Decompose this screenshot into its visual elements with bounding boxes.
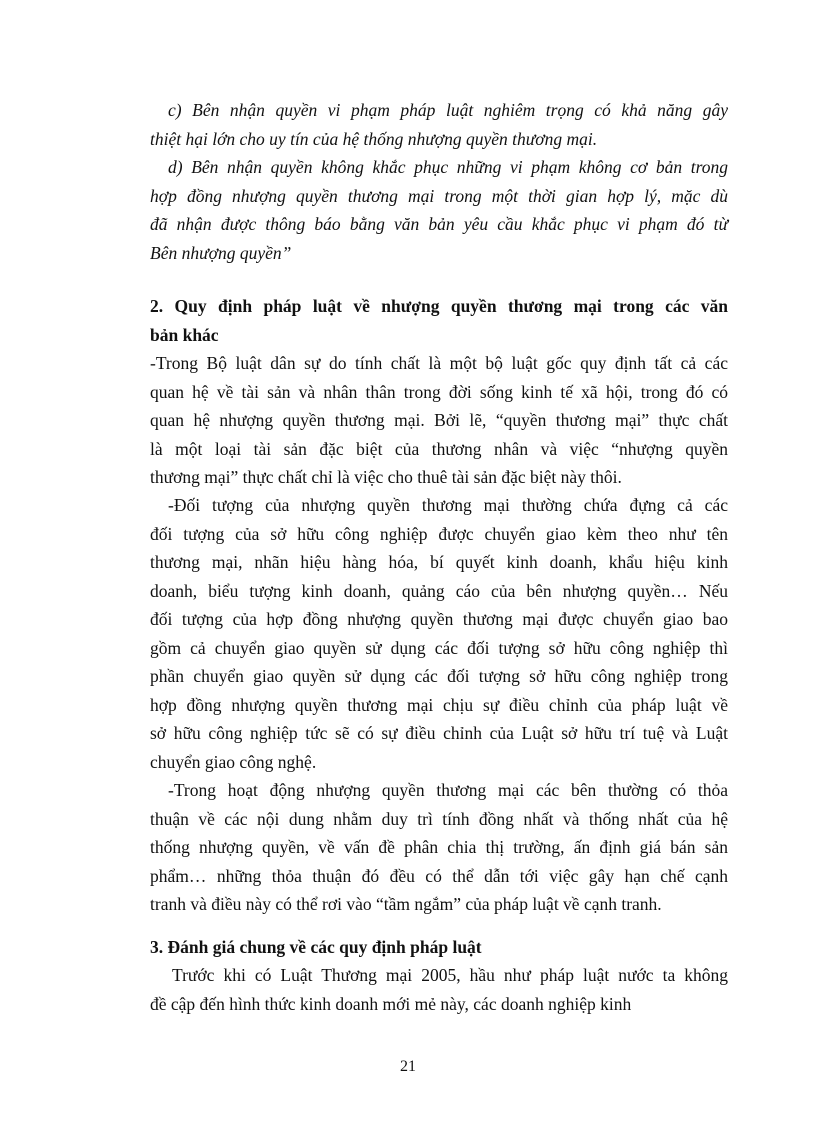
text-line: -Trong hoạt động nhượng quyền thương mại các bên thường có thỏa	[168, 780, 728, 800]
text-line: thương mại” thực chất chỉ là việc cho thuê tài sản đặc biệt này thôi.	[150, 467, 622, 487]
section-2-paragraph-3	[150, 776, 728, 919]
text-line: chuyển giao công nghệ.	[150, 751, 317, 772]
text-line: phần chuyển giao quyền sử dụng các đối tượng sở hữu công nghiệp trong	[150, 666, 728, 686]
heading-line: 3. Đánh giá chung về các quy định pháp luật	[150, 937, 482, 957]
section-2-paragraph-1	[150, 349, 728, 492]
text-line: c) Bên nhận quyền vi phạm pháp luật nghiêm trọng có khả năng gây	[168, 100, 728, 120]
text-line: đối tượng của hợp đồng nhượng quyền thương mại được chuyển giao bao	[150, 609, 728, 629]
text-line: -Trong Bộ luật dân sự do tính chất là một bộ luật gốc quy định tất cả các	[150, 353, 728, 373]
text-line: -Đối tượng của nhượng quyền thương mại thường chứa đựng cả các	[168, 495, 728, 515]
text-line: sở hữu công nghiệp tức sẽ có sự điều chỉnh của Luật sở hữu trí tuệ và Luật	[150, 723, 728, 743]
text-line: hợp đồng nhượng quyền thương mại chịu sự điều chỉnh của pháp luật về	[150, 694, 728, 715]
section-3-paragraph-1	[150, 961, 728, 1018]
text-line: doanh, biểu tượng kinh doanh, quảng cáo của bên nhượng quyền… Nếu	[150, 580, 728, 601]
text-line: hợp đồng nhượng quyền thương mại trong một thời gian hợp lý, mặc dù	[150, 185, 728, 206]
text-line: Trước khi có Luật Thương mại 2005, hầu như pháp luật nước ta không	[172, 965, 728, 985]
text-line: là một loại tài sản đặc biệt của thương nhân và việc “nhượng quyền	[150, 438, 728, 459]
quote-item-d	[150, 153, 728, 267]
text-line: gồm cả chuyển giao quyền sử dụng các đối tượng sở hữu công nghiệp thì	[150, 637, 728, 658]
section-2-paragraph-2	[150, 491, 728, 776]
text-line: quan hệ về tài sản và nhân thân trong đời sống kinh tế xã hội, trong đó có	[150, 381, 728, 402]
text-line: phẩm… những thỏa thuận đó đều có thể dẫn tới việc gây hạn chế cạnh	[150, 865, 728, 886]
page-number: 21	[400, 1058, 416, 1075]
section-3-heading	[150, 933, 728, 962]
text-line: đã nhận được thông báo bằng văn bản yêu cầu khắc phục vi phạm đó từ	[150, 214, 728, 234]
text-line: thống nhượng quyền, về vấn đề phân chia thị trường, ấn định giá bán sản	[150, 837, 728, 857]
text-line: Bên nhượng quyền”	[150, 242, 292, 263]
heading-line: bản khác	[150, 324, 219, 345]
text-line: đối tượng của sở hữu công nghiệp được chuyển giao kèm theo như tên	[150, 523, 728, 544]
text-line: tranh và điều này có thể rơi vào “tầm ngắm” của pháp luật về cạnh tranh.	[150, 894, 662, 914]
quote-item-c	[150, 96, 728, 153]
text-line: d) Bên nhận quyền không khắc phục những vi phạm không cơ bản trong	[168, 157, 728, 177]
text-line: đề cập đến hình thức kinh doanh mới mẻ này, các doanh nghiệp kinh	[150, 993, 632, 1014]
text-line: quan hệ nhượng quyền thương mại. Bởi lẽ, “quyền thương mại” thực chất	[150, 410, 728, 430]
heading-line: 2. Quy định pháp luật về nhượng quyền thương mại trong các văn	[150, 296, 728, 316]
text-line: thiệt hại lớn cho uy tín của hệ thống nhượng quyền thương mại.	[150, 128, 598, 149]
section-2-heading	[150, 292, 728, 349]
text-line: thuận về các nội dung nhằm duy trì tính đồng nhất và thống nhất của hệ	[150, 808, 728, 829]
text-line: thương mại, nhãn hiệu hàng hóa, bí quyết kinh doanh, khẩu hiệu kinh	[150, 552, 728, 572]
